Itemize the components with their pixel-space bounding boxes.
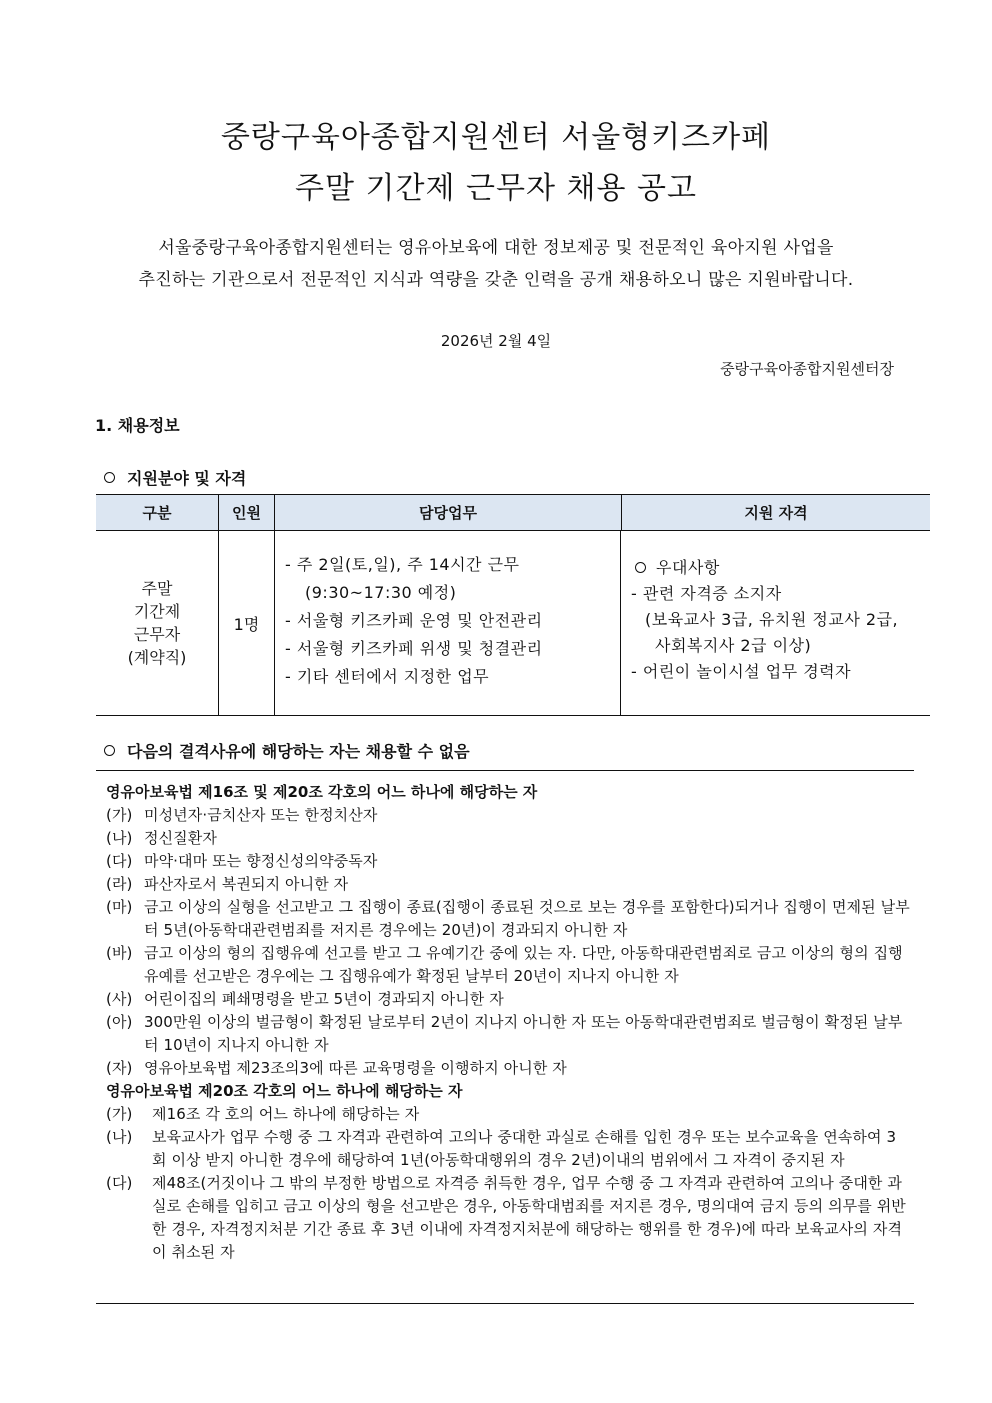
duty-line: - 기타 센터에서 지정한 업무 bbox=[285, 667, 490, 686]
header-qualifications: 지원 자격 bbox=[621, 495, 930, 530]
list-item bbox=[96, 1126, 914, 1172]
issuer-name: 중랑구육아종합지원센터장 bbox=[720, 360, 894, 378]
circle-bullet-icon bbox=[104, 745, 115, 756]
page-title-line2: 주말 기간제 근무자 채용 공고 bbox=[295, 171, 697, 206]
list-item bbox=[96, 896, 914, 942]
cell-qualifications bbox=[620, 531, 930, 715]
intro-line: 서울중랑구육아종합지원센터는 영유아보육에 대한 정보제공 및 전문적인 육아지원 사업을 bbox=[158, 238, 834, 258]
list-item bbox=[96, 1057, 914, 1080]
circle-bullet-icon bbox=[104, 472, 115, 483]
list-item bbox=[96, 804, 914, 827]
item-label: (다) bbox=[106, 852, 133, 870]
circle-bullet-icon bbox=[635, 562, 646, 573]
duty-line: - 주 2일(토,일), 주 14시간 근무 bbox=[285, 555, 520, 574]
item-label: (나) bbox=[106, 1128, 133, 1146]
item-label: (가) bbox=[106, 1105, 133, 1123]
subsection-heading-field bbox=[104, 466, 246, 489]
notice-date: 2026년 2월 4일 bbox=[440, 332, 552, 350]
category-line: 주말 bbox=[141, 579, 173, 598]
list-item bbox=[96, 873, 914, 896]
item-label: (자) bbox=[106, 1059, 133, 1077]
item-label: (마) bbox=[106, 898, 133, 916]
header-duties: 담당업무 bbox=[274, 495, 621, 530]
subsection-label: 다음의 결격사유에 해당하는 자는 채용할 수 없음 bbox=[127, 742, 470, 761]
item-text: 보육교사가 업무 수행 중 그 자격과 관련하여 고의나 중대한 과실로 손해를 입힌 경우 또는 보수교육을 연속하여 3회 이상 받지 아니한 경우에 해당하여 1년(아동학대행위의 경우 2년)이내의 범위에서 그 자격이 중지된 자 bbox=[152, 1128, 897, 1169]
qual-line: - 관련 자격증 소지자 bbox=[631, 584, 782, 603]
item-text: 금고 이상의 실형을 선고받고 그 집행이 종료(집행이 종료된 것으로 보는 경우를 포함한다)되거나 집행이 면제된 날부터 5년(아동학대관련범죄를 저지른 경우에는 20년)이 경과되지 아니한 자 bbox=[144, 898, 910, 939]
subsection-heading-disq bbox=[104, 739, 470, 762]
item-text: 정신질환자 bbox=[144, 829, 217, 847]
disq-heading: 영유아보육법 제20조 각호의 어느 하나에 해당하는 자 bbox=[106, 1082, 463, 1100]
intro-paragraph bbox=[60, 232, 932, 296]
item-text: 미성년자·금치산자 또는 한정치산자 bbox=[144, 806, 378, 824]
item-text: 300만원 이상의 벌금형이 확정된 날로부터 2년이 지나지 아니한 자 또는 아동학대관련범죄로 벌금형이 확정된 날부터 10년이 지나지 아니한 자 bbox=[144, 1013, 903, 1054]
cell-count: 1명 bbox=[218, 531, 274, 715]
item-label: (사) bbox=[106, 990, 133, 1008]
item-text: 금고 이상의 형의 집행유예 선고를 받고 그 유예기간 중에 있는 자. 다만, 아동학대관련범죄로 금고 이상의 형의 집행유예를 선고받은 경우에는 그 집행유예가 확정된 날부터 20년이 지나지 아니한 자 bbox=[144, 944, 903, 985]
list-item bbox=[96, 1011, 914, 1057]
subsection-label: 지원분야 및 자격 bbox=[127, 469, 247, 488]
table-row bbox=[96, 531, 930, 716]
category-line: (계약직) bbox=[127, 648, 187, 667]
duty-line: - 서울형 키즈카페 운영 및 안전관리 bbox=[285, 611, 543, 630]
disq-list-1 bbox=[96, 804, 914, 1080]
header-category: 구분 bbox=[142, 504, 172, 522]
item-label: (가) bbox=[106, 806, 133, 824]
item-label: (나) bbox=[106, 829, 133, 847]
list-item bbox=[96, 942, 914, 988]
intro-line: 추진하는 기관으로서 전문적인 지식과 역량을 갖춘 인력을 공개 채용하오니 많은 지원바랍니다. bbox=[138, 270, 854, 290]
item-text: 어린이집의 폐쇄명령을 받고 5년이 경과되지 아니한 자 bbox=[144, 990, 504, 1008]
qual-line: 사회복지사 2급 이상) bbox=[655, 636, 812, 655]
section-heading: 1. 채용정보 bbox=[95, 416, 180, 435]
item-text: 제48조(거짓이나 그 밖의 부정한 방법으로 자격증 취득한 경우, 업무 수행 중 그 자격과 관련하여 고의나 중대한 과실로 손해를 입히고 금고 이상의 형을 선고받은 경우, 아동학대범죄를 저지른 경우, 명의대여 금지 등의 의무를 위반한 경우, 자격정지처분 기간 종료 후 3년 이내에 자격정지처분에 해당하는 행위를 한 경우)에 따라 보육교사의 자격이 취소된 자 bbox=[152, 1174, 906, 1261]
list-item bbox=[96, 1103, 914, 1126]
qual-title-text: 우대사항 bbox=[656, 558, 720, 577]
qual-title bbox=[631, 555, 930, 581]
header-count: 인원 bbox=[218, 495, 274, 530]
duty-line: - 서울형 키즈카페 위생 및 청결관리 bbox=[285, 639, 543, 658]
page-title-line1: 중랑구육아종합지원센터 서울형키즈카페 bbox=[220, 120, 772, 155]
item-text: 제16조 각 호의 어느 하나에 해당하는 자 bbox=[152, 1105, 420, 1123]
item-label: (다) bbox=[106, 1174, 133, 1192]
cell-category bbox=[96, 531, 218, 715]
disqualification-box bbox=[96, 770, 914, 1304]
item-label: (아) bbox=[106, 1013, 133, 1031]
category-line: 근무자 bbox=[133, 625, 181, 644]
list-item bbox=[96, 827, 914, 850]
recruitment-table bbox=[96, 494, 930, 716]
list-item bbox=[96, 850, 914, 873]
item-text: 마약·대마 또는 향정신성의약중독자 bbox=[144, 852, 378, 870]
duty-line: (9:30~17:30 예정) bbox=[305, 583, 457, 602]
qual-line: - 어린이 놀이시설 업무 경력자 bbox=[631, 662, 852, 681]
table-header-row bbox=[96, 494, 930, 531]
item-text: 영유아보육법 제23조의3에 따른 교육명령을 이행하지 아니한 자 bbox=[144, 1059, 567, 1077]
item-label: (바) bbox=[106, 944, 133, 962]
list-item bbox=[96, 988, 914, 1011]
category-line: 기간제 bbox=[133, 602, 181, 621]
list-item bbox=[96, 1172, 914, 1264]
cell-duties bbox=[274, 531, 620, 715]
item-label: (라) bbox=[106, 875, 133, 893]
item-text: 파산자로서 복권되지 아니한 자 bbox=[144, 875, 349, 893]
disq-list-2 bbox=[96, 1103, 914, 1264]
qual-line: (보육교사 3급, 유치원 정교사 2급, bbox=[645, 610, 899, 629]
disq-heading: 영유아보육법 제16조 및 제20조 각호의 어느 하나에 해당하는 자 bbox=[106, 783, 538, 801]
